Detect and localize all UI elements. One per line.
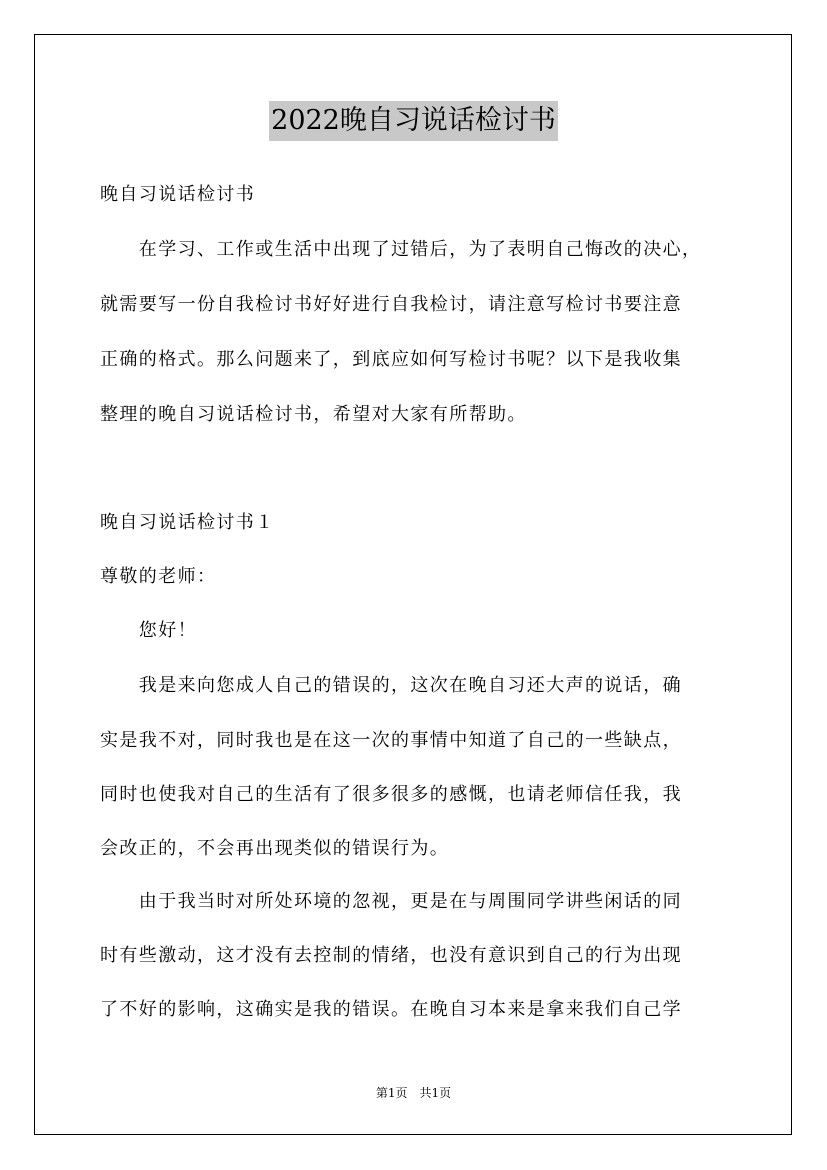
body-line: 了不好的影响，这确实是我的错误。在晚自习本来是拿来我们自己学 [100, 999, 682, 1020]
intro-line-4: 整理的晚自习说话检讨书，希望对大家有所帮助。 [100, 404, 527, 425]
intro-line-2: 就需要写一份自我检讨书好好进行自我检讨，请注意写检讨书要注意 [100, 294, 682, 315]
body-line: 实是我不对，同时我也是在这一次的事情中知道了自己的一些缺点， [100, 730, 682, 751]
body-line: 我是来向您成人自己的错误的，这次在晚自习还大声的说话，确 [100, 675, 682, 696]
page-footer: 第1页 共1页 [375, 1086, 452, 1100]
greeting: 您好！ [100, 620, 197, 641]
subsection-heading: 晚自习说话检讨书１ [100, 512, 275, 533]
body-line: 由于我当时对所处环境的忽视，更是在与周围同学讲些闲话的同 [100, 891, 682, 912]
document-title: 2022晚自习说话检讨书 [269, 101, 558, 141]
intro-line-3: 正确的格式。那么问题来了，到底应如何写检讨书呢？以下是我收集 [100, 349, 682, 370]
body-line: 同时也使我对自己的生活有了很多很多的感慨，也请老师信任我，我 [100, 784, 682, 805]
intro-line-1: 在学习、工作或生活中出现了过错后，为了表明自己悔改的决心， [100, 239, 702, 260]
title-container [0, 101, 827, 141]
section-heading: 晚自习说话检讨书 [100, 184, 256, 205]
salutation: 尊敬的老师： [100, 566, 217, 587]
body-line: 时有些激动，这才没有去控制的情绪，也没有意识到自己的行为出现 [100, 945, 682, 966]
body-line: 会改正的，不会再出现类似的错误行为。 [100, 838, 450, 859]
